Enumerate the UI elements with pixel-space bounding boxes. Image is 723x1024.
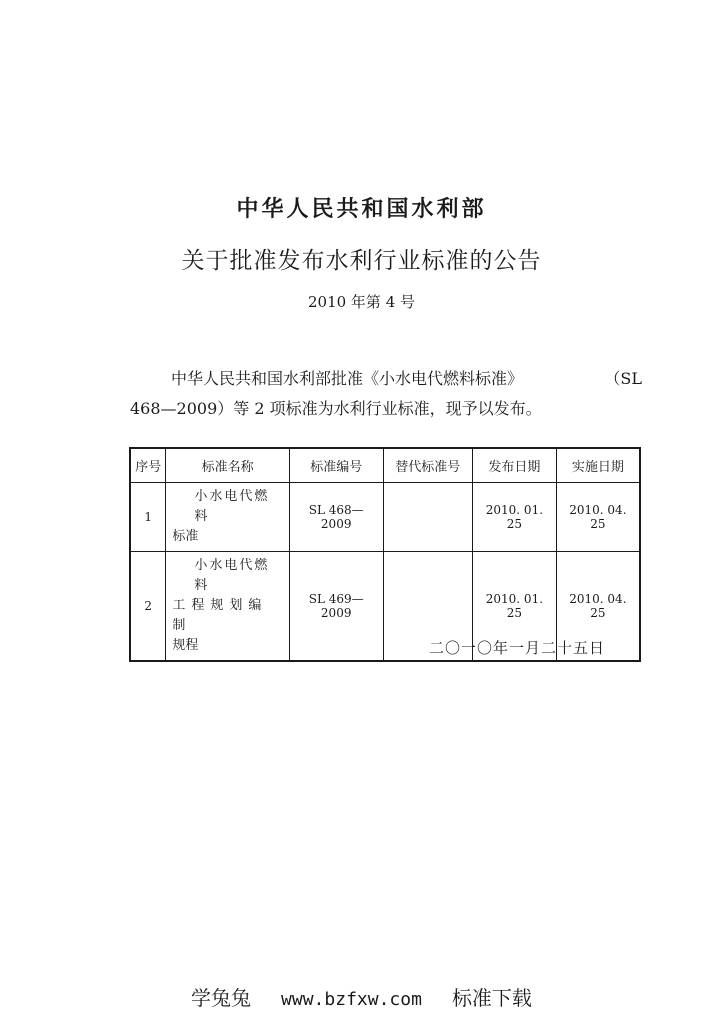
notice-number: 2010 年第 4 号: [307, 293, 416, 311]
header-implement-date: 实施日期: [556, 448, 640, 483]
notice-body: [130, 364, 642, 424]
body-line-1-tail: （SL: [604, 369, 642, 388]
cell-name: [166, 552, 289, 662]
header-code: 标准编号: [289, 448, 383, 483]
cell-name: [166, 483, 289, 552]
cell-replaced: [383, 483, 473, 552]
notice-title: 关于批准发布水利行业标准的公告: [181, 248, 542, 274]
cell-name-line: 规程: [172, 638, 199, 653]
cell-name-line: 小水电代燃料: [194, 558, 270, 593]
table-header-row: [130, 448, 640, 483]
cell-seq: 1: [130, 483, 166, 552]
cell-publish-date: 2010. 01. 25: [473, 552, 557, 662]
cell-name-line: 小水电代燃料: [194, 489, 270, 524]
watermark-footer: [0, 982, 723, 1011]
header-seq: 序号: [130, 448, 166, 483]
cell-code: SL 469—2009: [289, 552, 383, 662]
cell-publish-date: 2010. 01. 25: [473, 483, 557, 552]
table-row: [130, 483, 640, 552]
notice-body-line-1: [130, 364, 642, 394]
header-name: 标准名称: [166, 448, 289, 483]
cell-seq: 2: [130, 552, 166, 662]
standards-table: [129, 447, 641, 662]
header-replaced: 替代标准号: [383, 448, 473, 483]
notice-body-line-2: 468—2009）等 2 项标准为水利行业标准，现予以发布。: [130, 399, 542, 418]
footer-tagline: 标准下载: [451, 986, 532, 1010]
body-line-1-text: 中华人民共和国水利部批准《小水电代燃料标准》: [171, 369, 524, 388]
footer-url[interactable]: www.bzfxw.com: [281, 989, 422, 1010]
issue-date: 二〇一〇年一月二十五日: [429, 639, 606, 657]
issuing-organization: 中华人民共和国水利部: [236, 196, 487, 222]
cell-name-line: 工程规划编制: [172, 598, 268, 633]
cell-code: SL 468—2009: [289, 483, 383, 552]
cell-name-line: 标准: [172, 529, 199, 544]
header-publish-date: 发布日期: [473, 448, 557, 483]
cell-implement-date: 2010. 04. 25: [556, 483, 640, 552]
cell-implement-date: 2010. 04. 25: [556, 552, 640, 662]
footer-site-name: 学兔兔: [191, 986, 252, 1010]
